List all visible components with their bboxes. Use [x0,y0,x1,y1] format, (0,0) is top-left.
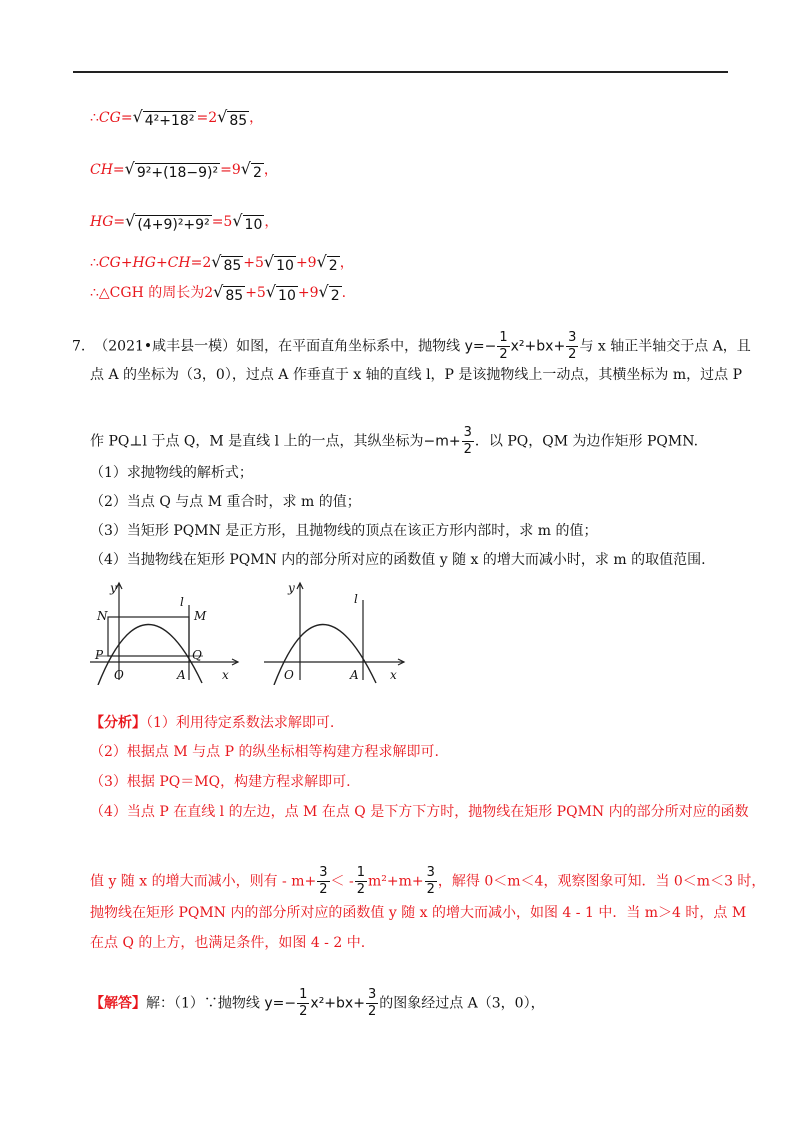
fig1-q-label: Q [192,648,202,662]
analysis-line-6: 抛物线在矩形 PQMN 内的部分所对应的函数值 y 随 x 的增大而减小，如图 4 - 1 中．当 m＞4 时，点 M [90,905,747,921]
solution-line-sum: ∴CG+HG+CH=2 √ 85 +5 √ 10 +9 √ 2 ， [90,252,354,274]
question-2: （2）当点 Q 与点 M 重合时，求 m 的值； [90,494,361,510]
figure-4-2 [262,575,412,685]
fig2-a-label: A [350,668,359,682]
problem-line-2: 点 A 的坐标为（3，0），过点 A 作垂直于 x 轴的直线 l，P 是该抛物线上一动点，其横坐标为 m，过点 P [90,367,743,383]
fig2-y-label: y [288,581,295,595]
analysis-line-7: 在点 Q 的上方，也满足条件，如图 4 - 2 中. [90,935,366,951]
answer-line-1: 【解答】解：（1）∵抛物线 y=− $\frac{1}{2}$ x²+bx+ $\frac{3}{2}$ 的图象经过点 A（3，0）， [90,987,545,1019]
problem-line-3: 作 PQ⊥l 于点 Q，M 是直线 l 上的一点，其纵坐标为−m+ $\frac{3}{2}$ ．以 PQ，QM 为边作矩形 PQMN. [90,425,699,457]
fig1-x-label: x [222,668,229,682]
solution-line-cg: ∴CG= √ 4²+18² =2 √ 85 ， [90,107,264,129]
analysis-line-5: 值 y 随 x 的增大而减小，则有 - m+ $\frac{3}{2}$ ＜ - $\frac{1}{2}$ m²+m+ $\frac{3}{2}$ ，解得 0＜m＜4，观察图象可知．当 0＜m＜3 时， [90,865,766,897]
fig1-m-label: M [194,609,207,623]
solution-line-hg: HG= √ (4+9)²+9² =5 √ 10 ， [90,211,279,233]
fig1-y-label: y [110,581,117,595]
question-4: （4）当抛物线在矩形 PQMN 内的部分所对应的函数值 y 随 x 的增大而减小时，求 m 的取值范围. [90,552,706,568]
question-1: （1）求抛物线的解析式； [90,465,253,481]
fig1-n-label: N [97,609,108,623]
solution-line-perimeter: ∴△CGH 的周长为2 √ 85 +5 √ 10 +9 √ 2 . [90,282,347,304]
solution-line-ch: CH= √ 9²+(18−9)² =9 √ 2 ， [90,159,278,181]
fig1-l-label: l [180,595,184,609]
fig1-o-label: O [114,668,124,682]
fig1-p-label: P [95,648,104,662]
analysis-line-4: （4）当点 P 在直线 l 的左边，点 M 在点 Q 是下方下方时，抛物线在矩形 PQMN 内的部分所对应的函数 [90,804,749,820]
analysis-line-2: （2）根据点 M 与点 P 的纵坐标相等构建方程求解即可. [90,744,439,760]
analysis-line-3: （3）根据 PQ＝MQ，构建方程求解即可. [90,774,351,790]
problem-line-1: 7. （2021•咸丰县一模）如图，在平面直角坐标系中，抛物线 y=− $\frac{1}{2}$ x²+bx+ $\frac{3}{2}$ 与 x 轴正半轴交于点 A，且 [72,330,751,362]
header-rule [73,71,728,73]
question-3: （3）当矩形 PQMN 是正方形，且抛物线的顶点在该正方形内部时，求 m 的值； [90,523,598,539]
fig2-l-label: l [354,592,358,606]
fig2-x-label: x [390,668,397,682]
analysis-line-1: 【分析】（1）利用待定系数法求解即可. [90,715,335,731]
fig1-a-label: A [177,668,186,682]
fig2-o-label: O [284,668,294,682]
figure-4-1 [88,575,248,685]
